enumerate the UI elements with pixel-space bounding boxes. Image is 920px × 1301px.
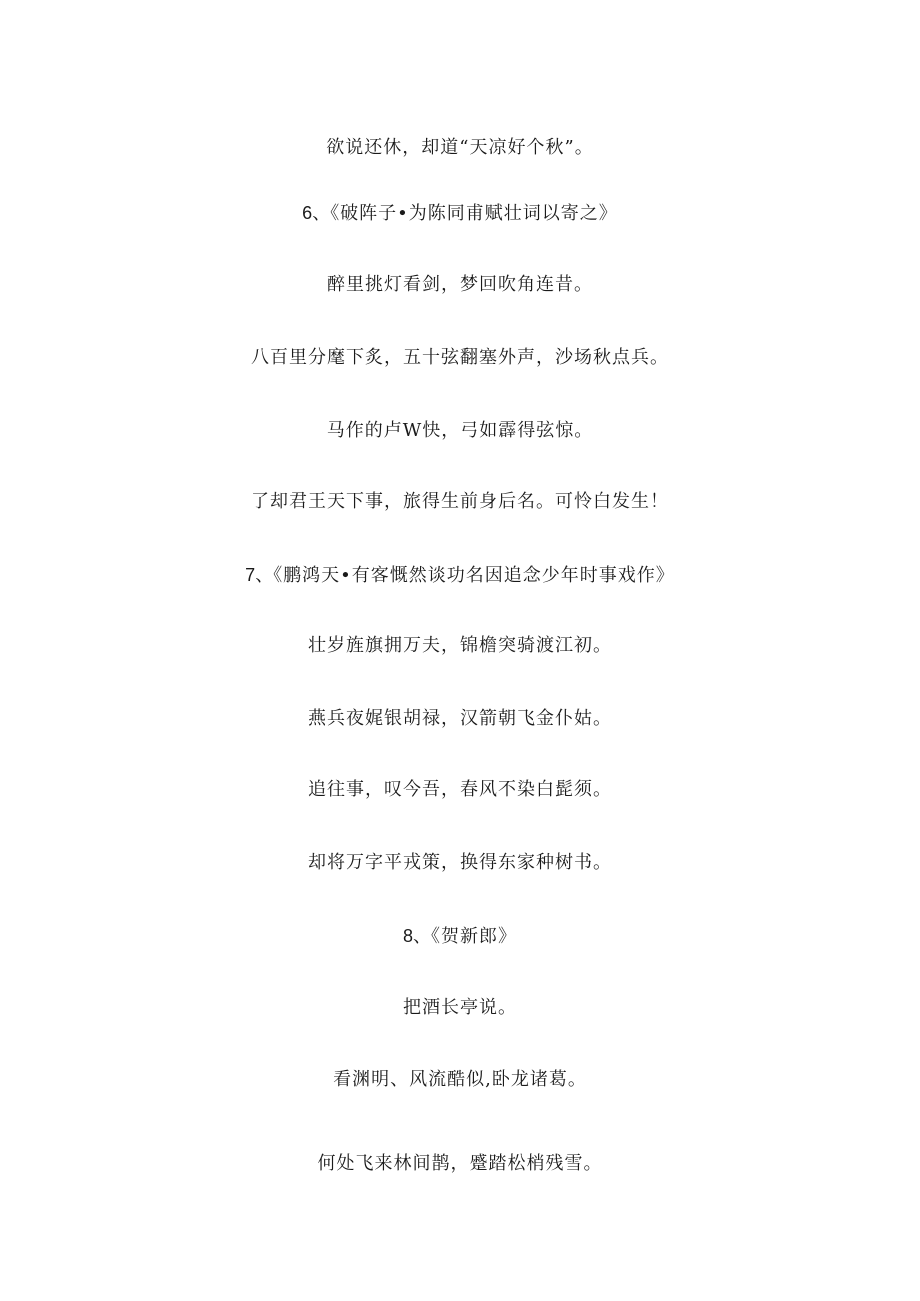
heading-separator: 、 <box>255 565 274 586</box>
heading-number: 8 <box>402 926 413 946</box>
heading-separator: 、 <box>413 926 431 947</box>
verse-line: 何处飞来林间鹊，蹙踏松梢残雪。 <box>317 1153 603 1174</box>
section-heading-6 <box>0 201 920 226</box>
heading-title: 《贺新郎》 <box>431 926 517 947</box>
heading-title: 《破阵子•为陈同甫赋壮词以寄之》 <box>330 203 618 224</box>
verse-line: 燕兵夜娓银胡禄，汉箭朝飞金仆姑。 <box>308 708 612 729</box>
heading-number: 6 <box>302 203 313 223</box>
verse-line: 看渊明、风流酷似,卧龙诸葛。 <box>333 1069 587 1090</box>
verse-line: 把酒长亭说。 <box>403 997 517 1018</box>
heading-separator: 、 <box>312 203 331 224</box>
section-heading-7 <box>0 563 920 588</box>
verse-line: 八百里分麾下炙，五十弦翻塞外声，沙场秋点兵。 <box>251 347 669 368</box>
verse-line: 却将万字平戎策，换得东家种树书。 <box>308 852 612 873</box>
verse-line: 醉里挑灯看剑，梦回吹角连昔。 <box>327 274 593 295</box>
verse-line: 了却君王天下事，旅得生前身后名。可怜白发生！ <box>251 491 669 512</box>
section-heading-8 <box>0 924 920 949</box>
verse-line: 壮岁旌旗拥万夫，锦檐突骑渡江初。 <box>308 635 612 656</box>
verse-line: 欲说还休，却道“天凉好个秋”。 <box>326 137 594 158</box>
heading-number: 7 <box>245 565 256 585</box>
verse-line: 马作的卢W快，弓如霹得弦惊。 <box>326 420 594 441</box>
heading-title: 《鹏鸿天•有客慨然谈功名因追念少年时事戏作》 <box>273 565 675 586</box>
verse-line: 追往事，叹今吾，春风不染白髭须。 <box>308 779 612 800</box>
